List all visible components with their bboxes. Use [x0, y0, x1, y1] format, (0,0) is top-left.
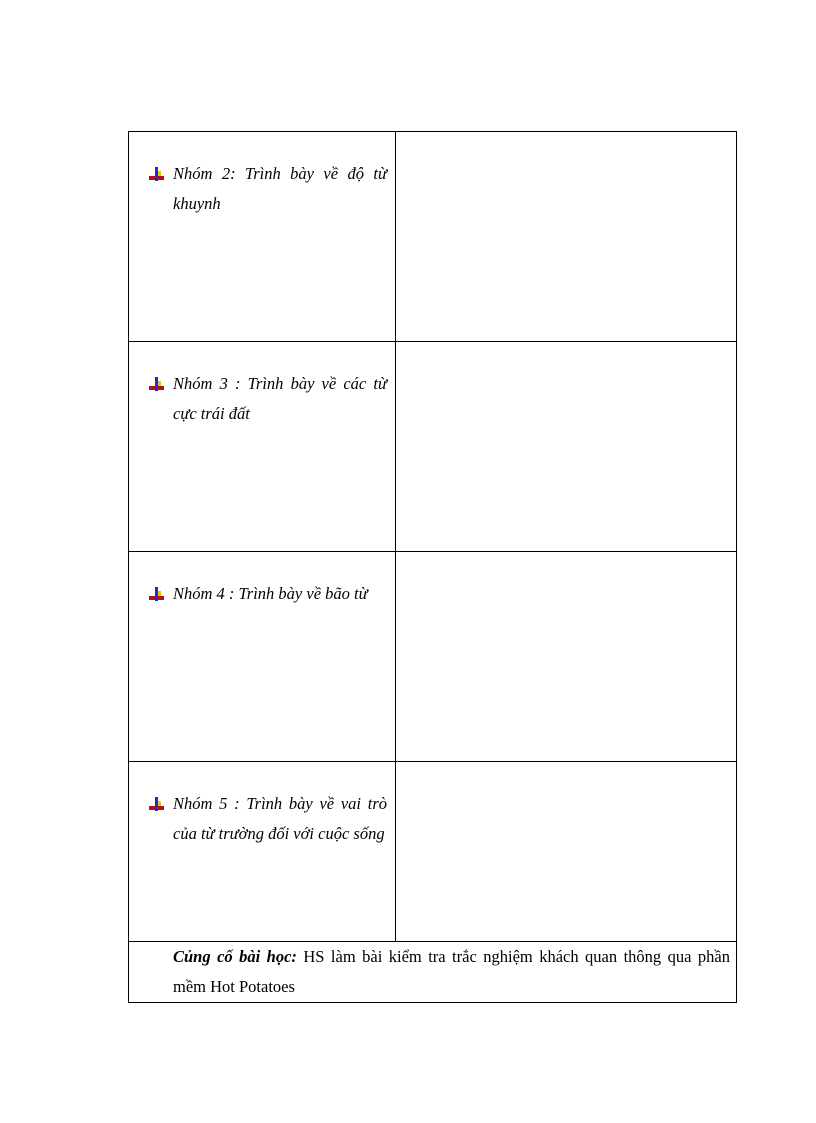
group-task-item	[149, 789, 387, 849]
plus-bullet-icon	[149, 797, 165, 811]
plus-bullet-icon	[149, 587, 165, 601]
task-cell	[129, 762, 396, 942]
table-row	[129, 552, 737, 762]
answer-cell	[396, 762, 737, 942]
group-task-text: Nhóm 4 : Trình bày về bão từ	[173, 584, 368, 603]
plus-bullet-icon	[149, 167, 165, 181]
answer-cell	[396, 342, 737, 552]
answer-cell	[396, 132, 737, 342]
summary-cell	[129, 942, 737, 1003]
table-row	[129, 762, 737, 942]
group-task-text: Nhóm 5 : Trình bày về vai trò của từ trường đối với cuộc sống	[173, 794, 387, 843]
group-task-item	[149, 159, 387, 219]
plus-bullet-icon	[149, 377, 165, 391]
lesson-table	[128, 131, 737, 1003]
answer-cell	[396, 552, 737, 762]
task-cell	[129, 342, 396, 552]
lesson-summary	[173, 942, 730, 1002]
table-row	[129, 132, 737, 342]
group-task-text: Nhóm 2: Trình bày về độ từ khuynh	[173, 164, 387, 213]
table-row	[129, 342, 737, 552]
task-cell	[129, 552, 396, 762]
summary-text: HS làm bài kiểm tra trắc nghiệm khách quan thông qua phần mềm Hot Potatoes	[173, 947, 730, 996]
group-task-item	[149, 369, 387, 429]
group-task-text: Nhóm 3 : Trình bày về các từ cực trái đất	[173, 374, 387, 423]
group-task-item	[149, 579, 387, 609]
summary-label: Củng cố bài học:	[173, 947, 297, 966]
task-cell	[129, 132, 396, 342]
summary-row	[129, 942, 737, 1003]
